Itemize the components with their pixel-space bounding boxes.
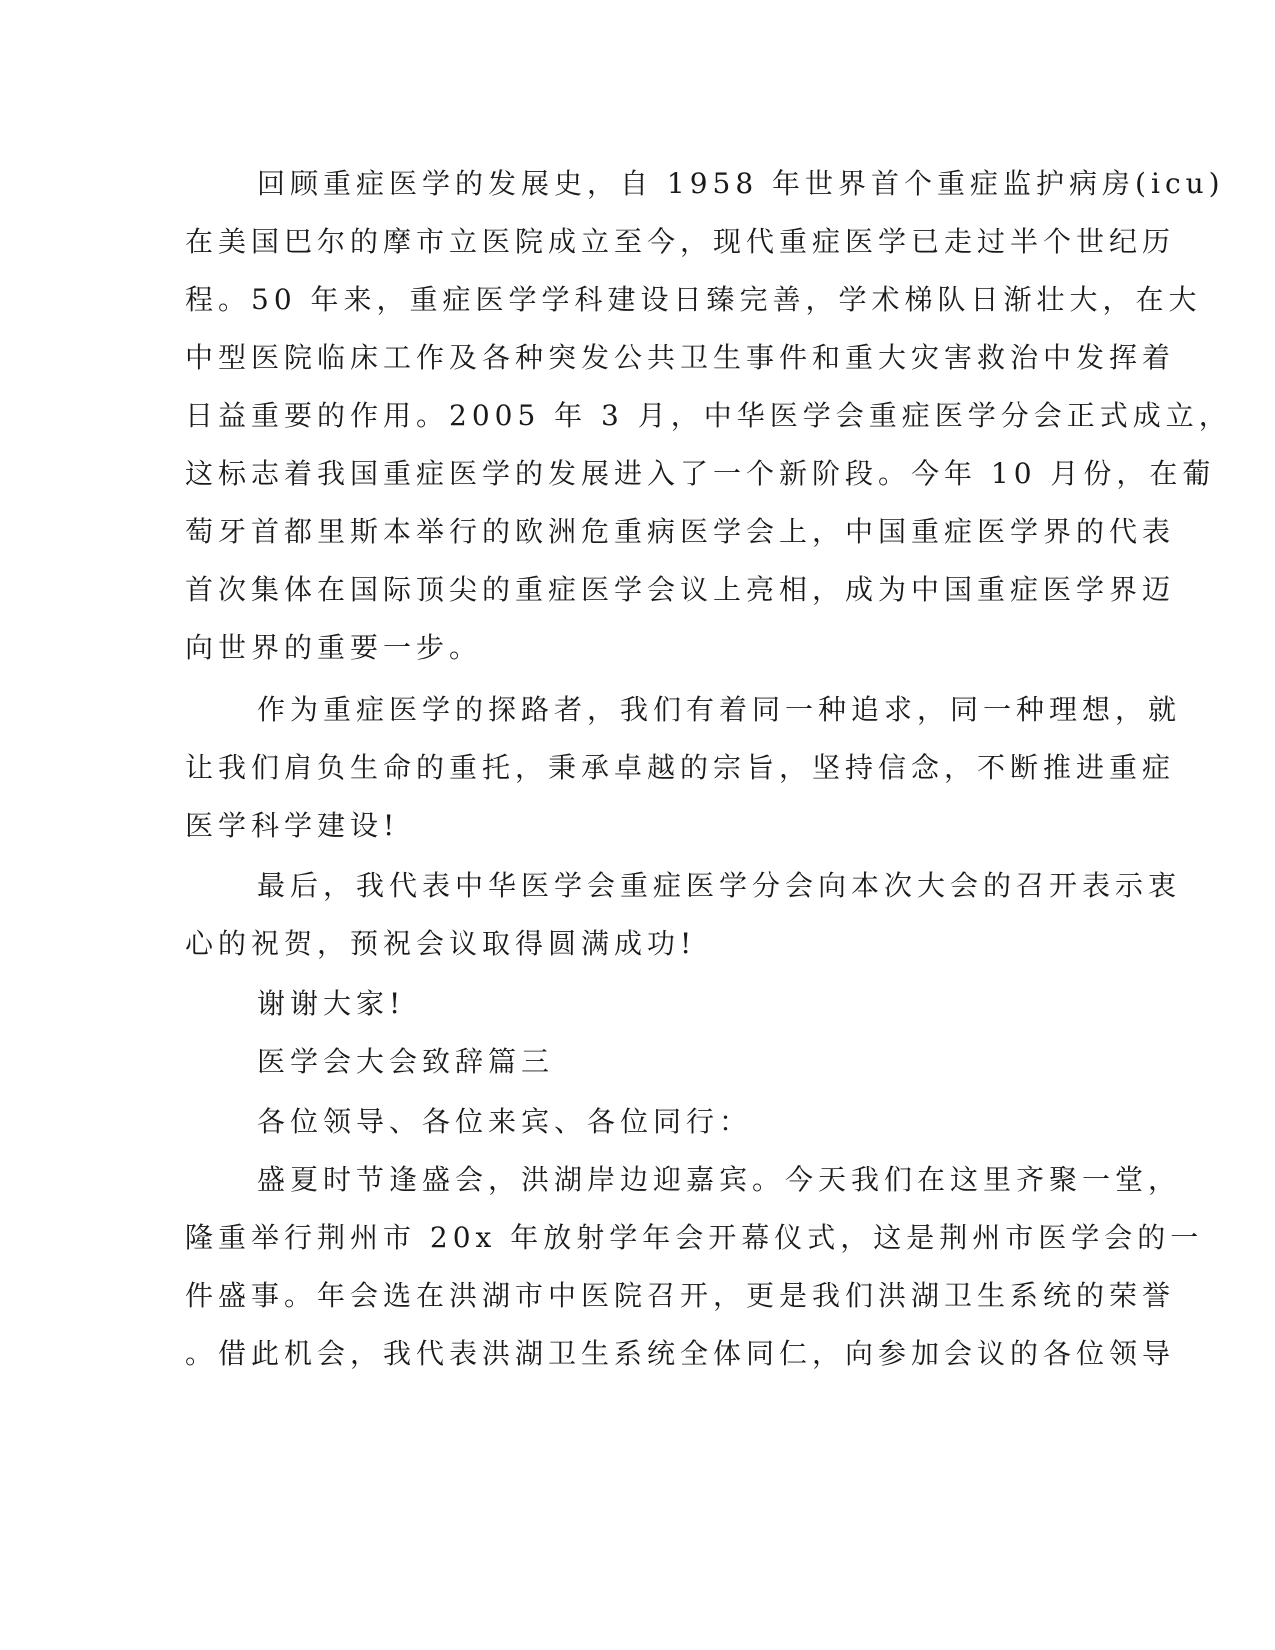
paragraph-line: 心的祝贺，预祝会议取得圆满成功!: [185, 927, 697, 960]
paragraph-line: 隆重举行荆州市 20x 年放射学年会开幕仪式，这是荆州市医学会的一: [185, 1221, 1204, 1254]
paragraph-line: 中型医院临床工作及各种突发公共卫生事件和重大灾害救治中发挥着: [185, 341, 1176, 374]
paragraph-line: 向世界的重要一步。: [185, 631, 483, 664]
paragraph-line: 程。50 年来，重症医学学科建设日臻完善，学术梯队日渐壮大，在大: [185, 283, 1202, 316]
paragraph-line: 件盛事。年会选在洪湖市中医院召开，更是我们洪湖卫生系统的荣誉: [185, 1279, 1176, 1312]
paragraph-line: 盛夏时节逢盛会，洪湖岸边迎嘉宾。今天我们在这里齐聚一堂，: [257, 1163, 1182, 1196]
paragraph-line: 最后，我代表中华医学会重症医学分会向本次大会的召开表示衷: [257, 869, 1182, 902]
paragraph-line: 回顾重症医学的发展史，自 1958 年世界首个重症监护病房(icu): [257, 167, 1225, 200]
paragraph-line: 在美国巴尔的摩市立医院成立至今，现代重症医学已走过半个世纪历: [185, 225, 1176, 258]
paragraph-line: 日益重要的作用。2005 年 3 月，中华医学会重症医学分会正式成立，: [185, 399, 1232, 432]
paragraph-line: 让我们肩负生命的重托，秉承卓越的宗旨，坚持信念，不断推进重症: [185, 751, 1176, 784]
paragraph-line: 医学科学建设!: [185, 809, 400, 842]
paragraph-line: 。借此机会，我代表洪湖卫生系统全体同仁，向参加会议的各位领导: [185, 1337, 1176, 1370]
paragraph-line: 首次集体在国际顶尖的重症医学会议上亮相，成为中国重症医学界迈: [185, 573, 1176, 606]
paragraph-line: 作为重症医学的探路者，我们有着同一种追求，同一种理想，就: [257, 693, 1182, 726]
paragraph-line: 这标志着我国重症医学的发展进入了一个新阶段。今年 10 月份，在葡: [185, 457, 1216, 490]
paragraph-line: 谢谢大家!: [257, 987, 406, 1020]
section-heading: 医学会大会致辞篇三: [257, 1045, 555, 1078]
paragraph-line: 萄牙首都里斯本举行的欧洲危重病医学会上，中国重症医学界的代表: [185, 515, 1176, 548]
salutation: 各位领导、各位来宾、各位同行：: [257, 1105, 753, 1138]
